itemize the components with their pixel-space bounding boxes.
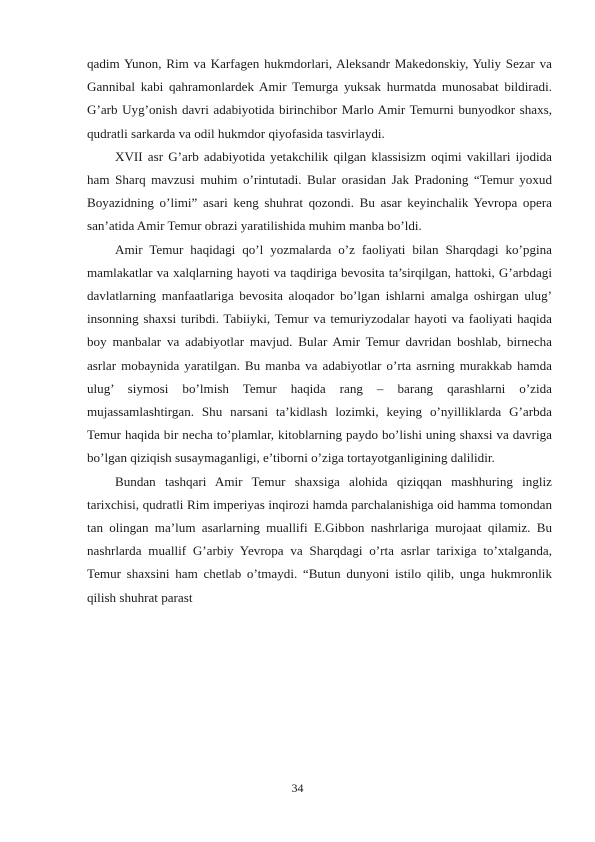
- paragraph-4: Bundan tashqari Amir Temur shaxsiga alohida qiziqqan mashhuring ingliz tarixchisi, qudratli Rim imperiyas inqirozi hamda parchalanishiga oid hamma tomondan tan olingan ma’lum asarlarning muallifi E.Gibbon nashrlariga murojaat qilamiz. Bu nashrlarda muallif G’arbiy Yevropa va Sharqdagi o’rta asrlar tarixiga to’xtalganda, Temur shaxsini ham chetlab o’tmaydi. “Butun dunyoni istilo qilib, unga hukmronlik qilish shuhrat parast: [87, 473, 552, 605]
- paragraph-2: XVII asr G’arb adabiyotida yetakchilik qilgan klassisizm oqimi vakillari ijodida ham Sharq mavzusi muhim o’rintutadi. Bular orasidan Jak Pradoning “Temur yoxud Boyazidning o’limi” asari keng shuhrat qozondi. Bu asar keyinchalik Yevropa opera san’atida Amir Temur obrazi yaratilishida muhim manba bo’ldi.: [87, 148, 552, 234]
- paragraph-1: qadim Yunon, Rim va Karfagen hukmdorlari, Aleksandr Makedonskiy, Yuliy Sezar va Gannibal kabi qahramonlardek Amir Temurga yuksak hurmatda munosabat bildiradi. G’arb Uyg’onish davri adabiyotida birinchibor Marlo Amir Temurni bunyodkor shaxs, qudratli sarkarda va odil hukmdor qiyofasida tasvirlaydi.: [87, 56, 552, 141]
- page-body: [87, 52, 552, 609]
- page-number: 34: [291, 781, 304, 795]
- paragraph-3: Amir Temur haqidagi qo’l yozmalarda o’z faoliyati bilan Sharqdagi ko’pgina mamlakatlar va xalqlarning hayoti va taqdiriga bevosita ta’sirqilgan, hattoki, G’arbdagi davlatlarning manfaatlariga bevosita aloqador bo’lgan ishlarni amalga oshirgan ulug’ insonning shaxsi turibdi. Tabiiyki, Temur va temuriyzodalar hayoti va faoliyati haqida boy manbalar va adabiyotlar mavjud. Bular Amir Temur davridan boshlab, birnecha asrlar mobaynida yaratilgan. Bu manba va adabiyotlar o’rta asrning murakkab hamda ulug’ siymosi bo’lmish Temur haqida rang – barang qarashlarni o’zida mujassamlashtirgan. Shu narsani ta’kidlash lozimki, keying o’nyilliklarda G’arbda Temur haqida bir necha to’plamlar, kitoblarning paydo bo’lishi uning shaxsi va davriga bo’lgan qiziqish susaymaganligi, e’tiborni o’ziga tortayotganligining dalilidir.: [87, 241, 552, 466]
